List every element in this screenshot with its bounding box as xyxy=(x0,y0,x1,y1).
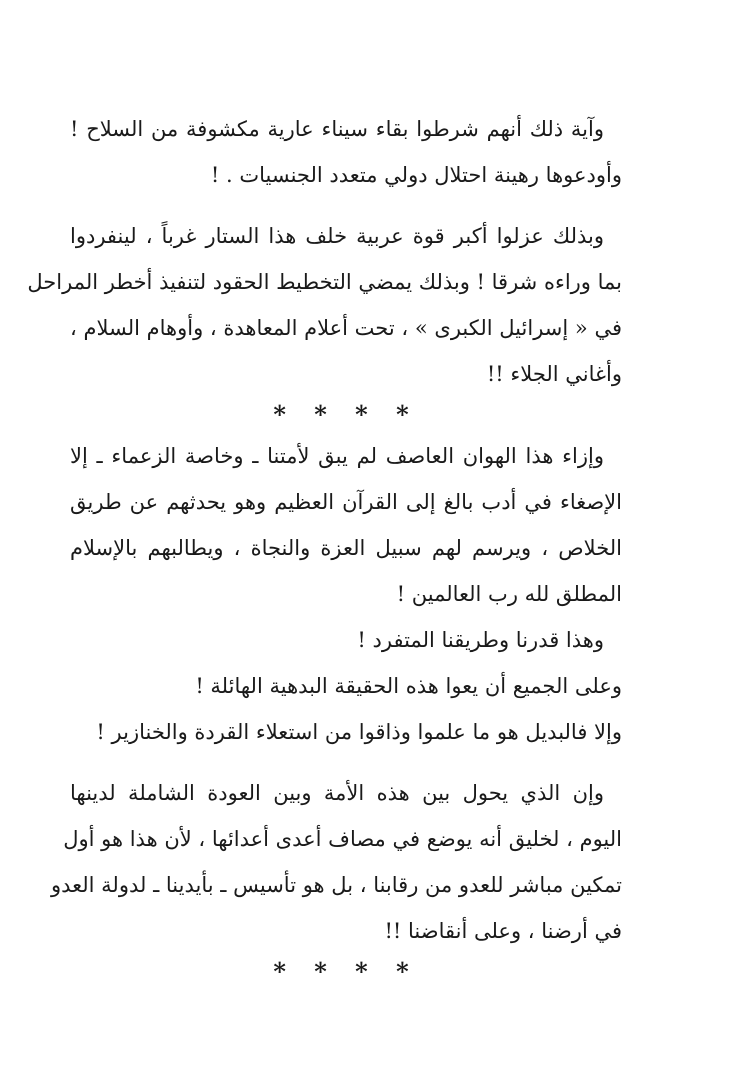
section-separator: * * * * xyxy=(273,400,419,429)
text-line: وإلا فالبديل هو ما علموا وذاقوا من استعلاء القردة والخنازير ! xyxy=(96,720,622,744)
paragraph xyxy=(50,770,622,954)
paragraph xyxy=(27,213,622,397)
text-line: وبذلك عزلوا أكبر قوة عربية خلف هذا الستار غرباً ، لينفردوا xyxy=(70,224,604,248)
text-line: وإزاء هذا الهوان العاصف لم يبق لأمتنا ـ وخاصة الزعماء ـ إلا xyxy=(70,444,604,468)
text-line: الإصغاء في أدب بالغ إلى القرآن العظيم وهو يحدثهم عن طريق xyxy=(70,490,622,514)
text-line: الخلاص ، ويرسم لهم سبيل العزة والنجاة ، ويطالبهم بالإسلام xyxy=(70,536,622,560)
text-line: وأودعوها رهينة احتلال دولي متعدد الجنسيات . ! xyxy=(210,163,622,187)
section-separator: * * * * xyxy=(273,957,419,986)
text-line: في « إسرائيل الكبرى » ، تحت أعلام المعاهدة ، وأوهام السلام ، xyxy=(70,316,622,340)
text-line: بما وراءه شرقا ! وبذلك يمضي التخطيط الحقود لتنفيذ أخطر المراحل xyxy=(27,270,622,294)
text-line: في أرضنا ، وعلى أنقاضنا !! xyxy=(384,919,622,943)
text-line: اليوم ، لخليق أنه يوضع في مصاف أعدى أعدائها ، لأن هذا هو أول xyxy=(63,827,622,851)
page-body xyxy=(27,106,622,990)
paragraph xyxy=(70,433,622,617)
text-line: تمكين مباشر للعدو من رقابنا ، بل هو تأسيس ـ بأيدينا ـ لدولة العدو xyxy=(50,873,622,897)
text-line: وعلى الجميع أن يعوا هذه الحقيقة البدهية الهائلة ! xyxy=(195,674,622,698)
text-line: وإن الذي يحول بين هذه الأمة وبين العودة الشاملة لدينها xyxy=(70,781,604,805)
text-line: المطلق لله رب العالمين ! xyxy=(396,582,622,606)
text-line: وهذا قدرنا وطريقنا المتفرد ! xyxy=(357,628,604,652)
text-line: وآية ذلك أنهم شرطوا بقاء سيناء عارية مكشوفة من السلاح ! xyxy=(70,117,604,141)
text-line: وأغاني الجلاء !! xyxy=(486,362,622,386)
paragraph xyxy=(70,106,622,198)
